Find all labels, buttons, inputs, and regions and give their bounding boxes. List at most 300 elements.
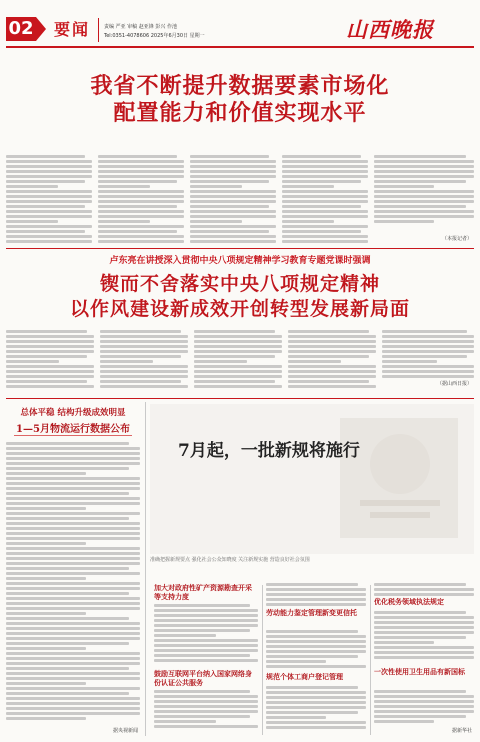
body-text-line [190, 240, 276, 243]
body-text-line [6, 527, 140, 530]
body-text-line [154, 614, 258, 617]
body-text-line [100, 350, 188, 353]
body-text-line [282, 165, 368, 168]
lead-signature: （本报记者） [441, 236, 472, 242]
body-text-line [100, 340, 188, 343]
body-text-line [98, 240, 184, 243]
body-text-line [6, 380, 87, 383]
body-text-line [98, 215, 184, 218]
body-text-line [194, 370, 282, 373]
body-text-line [266, 721, 366, 724]
body-text-line [6, 577, 86, 580]
body-text-line [190, 180, 269, 183]
body-text-line [98, 225, 184, 228]
body-text-line [6, 497, 140, 500]
body-text-line [382, 355, 467, 358]
body-text-line [266, 630, 358, 633]
body-text-line [6, 512, 140, 515]
body-text-line [374, 175, 474, 178]
lead-body-column-5 [374, 155, 474, 223]
body-text-line [154, 705, 258, 708]
body-text-line [266, 650, 366, 653]
body-text-line [98, 200, 184, 203]
illustration-bar-1 [360, 500, 440, 506]
body-text-line [288, 380, 369, 383]
body-text-line [6, 677, 140, 680]
body-text-line [6, 195, 92, 198]
body-text-line [194, 330, 275, 333]
body-text-line [6, 240, 92, 243]
feature-title: 7月起，一批新规将施行 [178, 441, 360, 461]
body-text-line [6, 692, 129, 695]
feature-col3-top-body [374, 583, 474, 596]
body-text-line [154, 700, 258, 703]
body-text-line [6, 582, 140, 585]
body-text-line [374, 616, 474, 619]
body-text-line [6, 707, 140, 710]
body-text-line [266, 635, 366, 638]
body-text-line [6, 712, 140, 715]
left-title-underline [14, 435, 132, 436]
body-text-line [6, 345, 94, 348]
body-text-line [6, 165, 92, 168]
body-text-line [154, 619, 258, 622]
paper-logo: 山西晚报 [346, 17, 434, 42]
body-text-line [6, 612, 86, 615]
body-text-line [6, 487, 140, 490]
body-text-line [374, 165, 474, 168]
feature-divider-2 [370, 585, 371, 735]
body-text-line [100, 375, 188, 378]
body-text-line [154, 659, 258, 662]
body-text-line [6, 235, 92, 238]
feature-intro-body [266, 583, 366, 606]
section-name: 要闻 [54, 20, 91, 39]
lead-body-column-2 [98, 155, 184, 243]
body-text-line [100, 330, 181, 333]
body-text-line [6, 205, 85, 208]
body-text-line [382, 340, 474, 343]
body-text-line [6, 185, 58, 188]
page-number: 02 [6, 17, 36, 41]
body-text-line [374, 646, 474, 649]
lead-headline-line2: 配置能力和价值实现水平 [113, 100, 367, 126]
second-body-column-1 [6, 330, 94, 388]
lead-body-column-1 [6, 155, 92, 243]
feature-item-2-body [266, 630, 366, 668]
feature-item-2: 劳动能力鉴定管理新变更信托 [266, 608, 357, 617]
body-text-line [288, 360, 341, 363]
body-text-line [190, 155, 269, 158]
body-text-line [6, 532, 140, 535]
body-text-line [374, 588, 474, 591]
body-text-line [282, 175, 368, 178]
body-text-line [266, 726, 366, 729]
body-text-line [282, 215, 368, 218]
body-text-line [6, 587, 140, 590]
second-body-column-5 [382, 330, 474, 378]
body-text-line [6, 667, 129, 670]
body-text-line [190, 170, 276, 173]
body-text-line [194, 375, 282, 378]
body-text-line [282, 180, 361, 183]
body-text-line [6, 175, 92, 178]
body-text-line [382, 365, 474, 368]
second-headline-line2: 以作风建设新成效开创转型发展新局面 [69, 298, 410, 320]
section-rule-1 [6, 248, 474, 249]
body-text-line [98, 185, 150, 188]
body-text-line [190, 205, 269, 208]
body-text-line [6, 477, 140, 480]
body-text-line [154, 634, 216, 637]
feature-item-3: 规范个体工商户登记管理 [266, 672, 343, 681]
body-text-line [6, 160, 92, 163]
body-text-line [6, 375, 94, 378]
body-text-line [6, 482, 140, 485]
body-text-line [374, 160, 474, 163]
body-text-line [374, 651, 474, 654]
second-body-column-2 [100, 330, 188, 388]
body-text-line [282, 195, 368, 198]
body-text-line [194, 345, 282, 348]
body-text-line [98, 175, 184, 178]
second-body-column-3 [194, 330, 282, 388]
body-text-line [154, 644, 258, 647]
body-text-line [288, 345, 376, 348]
body-text-line [288, 370, 376, 373]
illustration-circle [370, 434, 430, 494]
left-article-title-line1: 总体平稳 结构升级成效明显 [20, 408, 126, 418]
body-text-line [190, 160, 276, 163]
body-text-line [282, 210, 368, 213]
body-text-line [6, 622, 140, 625]
body-text-line [382, 335, 474, 338]
body-text-line [374, 205, 466, 208]
body-text-line [374, 631, 474, 634]
body-text-line [6, 170, 92, 173]
body-text-line [288, 355, 369, 358]
body-text-line [6, 350, 94, 353]
body-text-line [154, 629, 250, 632]
body-text-line [6, 597, 140, 600]
body-text-line [98, 210, 184, 213]
body-text-line [6, 462, 140, 465]
body-text-line [6, 647, 86, 650]
body-text-line [6, 547, 140, 550]
body-text-line [6, 682, 86, 685]
body-text-line [374, 593, 474, 596]
body-text-line [266, 665, 366, 668]
body-text-line [282, 240, 368, 243]
body-text-line [6, 632, 140, 635]
body-text-line [374, 611, 466, 614]
body-text-line [6, 672, 140, 675]
body-text-line [374, 195, 474, 198]
feature-illustration [150, 404, 474, 554]
body-text-line [282, 225, 368, 228]
section-rule-2 [6, 398, 474, 399]
feature-item-6: 一次性使用卫生用品有新国标 [374, 667, 465, 676]
body-text-line [154, 710, 258, 713]
feature-item-4: 鼓励互联网平台纳入国家网络身份认证公共服务 [154, 669, 252, 687]
body-text-line [288, 335, 376, 338]
body-text-line [6, 567, 129, 570]
body-text-line [100, 365, 188, 368]
body-text-line [6, 607, 140, 610]
body-text-line [190, 175, 276, 178]
body-text-line [6, 507, 86, 510]
body-text-line [374, 220, 434, 223]
body-text-line [6, 472, 86, 475]
body-text-line [282, 230, 361, 233]
body-text-line [282, 185, 334, 188]
body-text-line [154, 639, 258, 642]
body-text-line [6, 522, 140, 525]
body-text-line [6, 627, 140, 630]
body-text-line [194, 355, 275, 358]
body-text-line [6, 642, 129, 645]
body-text-line [266, 716, 326, 719]
body-text-line [6, 562, 140, 565]
body-text-line [6, 617, 129, 620]
body-text-line [194, 340, 282, 343]
feature-lede: 准确把握新规要点 强化社会公众知晓度 关注新规实施 营造良好社会氛围 [150, 557, 310, 563]
body-text-line [374, 636, 466, 639]
body-text-line [6, 355, 87, 358]
feature-divider-1 [262, 585, 263, 735]
body-text-line [190, 200, 276, 203]
body-text-line [154, 649, 258, 652]
body-text-line [98, 170, 184, 173]
date-info: Tel:0351-4078606 2025年6月30日 星期一 [104, 33, 205, 39]
body-text-line [190, 225, 276, 228]
body-text-line [98, 235, 184, 238]
body-text-line [266, 583, 358, 586]
body-text-line [98, 230, 177, 233]
body-text-line [6, 652, 140, 655]
body-text-line [154, 715, 250, 718]
body-text-line [194, 385, 282, 388]
body-text-line [6, 215, 92, 218]
body-text-line [194, 360, 247, 363]
body-text-line [266, 711, 358, 714]
body-text-line [154, 720, 216, 723]
body-text-line [266, 701, 366, 704]
body-text-line [288, 340, 376, 343]
left-article-body [6, 442, 140, 720]
body-text-line [382, 350, 474, 353]
body-text-line [288, 385, 376, 388]
body-text-line [98, 165, 184, 168]
body-text-line [6, 637, 140, 640]
header-rule [6, 46, 474, 48]
body-text-line [6, 190, 92, 193]
body-text-line [6, 517, 129, 520]
body-text-line [6, 330, 87, 333]
body-text-line [382, 370, 474, 373]
body-text-line [190, 220, 242, 223]
body-text-line [100, 360, 153, 363]
lead-body-column-3 [190, 155, 276, 243]
body-text-line [266, 696, 366, 699]
feature-item-6-body [374, 690, 474, 723]
body-text-line [282, 220, 334, 223]
body-text-line [374, 621, 474, 624]
feature-item-1-body [154, 604, 258, 662]
body-text-line [374, 200, 474, 203]
body-text-line [98, 205, 177, 208]
body-text-line [100, 345, 188, 348]
body-text-line [374, 720, 434, 723]
body-text-line [266, 598, 366, 601]
body-text-line [194, 365, 282, 368]
body-text-line [6, 365, 94, 368]
body-text-line [282, 190, 368, 193]
body-text-line [374, 180, 466, 183]
second-headline-line1: 锲而不舍落实中央八项规定精神 [99, 273, 380, 295]
header-divider [98, 18, 99, 42]
body-text-line [288, 350, 376, 353]
feature-illustration-svg [150, 404, 474, 554]
body-text-line [374, 190, 474, 193]
body-text-line [6, 457, 140, 460]
illustration-bar-2 [370, 512, 430, 518]
body-text-line [266, 706, 366, 709]
body-text-line [154, 695, 258, 698]
body-text-line [374, 641, 434, 644]
body-text-line [154, 604, 250, 607]
body-text-line [6, 492, 129, 495]
body-text-line [98, 160, 184, 163]
body-text-line [6, 687, 140, 690]
body-text-line [374, 700, 474, 703]
body-text-line [6, 537, 140, 540]
body-text-line [374, 215, 474, 218]
body-text-line [190, 230, 269, 233]
body-text-line [100, 335, 188, 338]
body-text-line [190, 185, 242, 188]
body-text-line [6, 340, 94, 343]
body-text-line [6, 442, 129, 445]
body-text-line [6, 557, 140, 560]
body-text-line [6, 552, 140, 555]
feature-item-5: 优化税务领域执法规定 [374, 597, 444, 606]
body-text-line [190, 210, 276, 213]
body-text-line [6, 230, 85, 233]
body-text-line [282, 170, 368, 173]
body-text-line [6, 155, 85, 158]
body-text-line [190, 195, 276, 198]
body-text-line [6, 385, 94, 388]
body-text-line [282, 200, 368, 203]
body-text-line [382, 375, 474, 378]
second-body-column-4 [288, 330, 376, 388]
body-text-line [194, 335, 282, 338]
left-signature: 据央视新闻 [112, 728, 138, 734]
body-text-line [382, 360, 437, 363]
body-text-line [6, 200, 92, 203]
feature-item-5-body [374, 611, 474, 659]
body-text-line [266, 593, 366, 596]
body-text-line [100, 370, 188, 373]
body-text-line [6, 452, 140, 455]
lead-headline-line1: 我省不断提升数据要素市场化 [90, 73, 390, 99]
body-text-line [382, 330, 467, 333]
second-signature: （据山西日报） [436, 381, 472, 387]
feature-item-4-body [154, 690, 258, 728]
body-text-line [6, 210, 92, 213]
editor-info: 责编 严亚 审稿 赵亚锋 彭兴 作池 [104, 24, 177, 30]
body-text-line [266, 686, 358, 689]
body-text-line [374, 710, 474, 713]
body-text-line [98, 220, 150, 223]
body-text-line [6, 717, 86, 720]
body-text-line [6, 602, 140, 605]
body-text-line [154, 725, 258, 728]
body-text-line [6, 467, 129, 470]
page-number-arrow [36, 17, 46, 41]
second-kicker: 卢东亮在讲授深入贯彻中央八项规定精神学习教育专题党课时强调 [109, 256, 371, 266]
body-text-line [266, 603, 366, 606]
body-text-line [374, 715, 466, 718]
body-text-line [190, 235, 276, 238]
body-text-line [6, 360, 59, 363]
body-text-line [100, 355, 181, 358]
left-column-divider [145, 402, 146, 736]
body-text-line [374, 626, 474, 629]
body-text-line [6, 702, 140, 705]
body-text-line [266, 588, 366, 591]
body-text-line [282, 235, 368, 238]
feature-item-3-body [266, 686, 366, 729]
body-text-line [282, 205, 361, 208]
body-text-line [266, 660, 326, 663]
body-text-line [6, 220, 58, 223]
body-text-line [154, 609, 258, 612]
body-text-line [282, 160, 368, 163]
body-text-line [100, 380, 181, 383]
body-text-line [98, 155, 177, 158]
body-text-line [6, 447, 140, 450]
body-text-line [190, 215, 276, 218]
body-text-line [6, 592, 129, 595]
body-text-line [6, 572, 140, 575]
body-text-line [382, 345, 474, 348]
feature-signature: 据新华社 [451, 728, 472, 734]
body-text-line [266, 655, 358, 658]
body-text-line [98, 180, 177, 183]
body-text-line [6, 370, 94, 373]
body-text-line [374, 583, 466, 586]
body-text-line [154, 624, 258, 627]
body-text-line [374, 210, 474, 213]
body-text-line [266, 645, 366, 648]
feature-item-1: 加大对政府性矿产资源勘查开采等支持力度 [154, 583, 252, 601]
body-text-line [98, 195, 184, 198]
body-text-line [6, 225, 92, 228]
body-text-line [374, 170, 474, 173]
body-text-line [98, 190, 184, 193]
body-text-line [288, 365, 376, 368]
body-text-line [100, 385, 188, 388]
body-text-line [6, 697, 140, 700]
body-text-line [194, 380, 275, 383]
body-text-line [6, 502, 140, 505]
body-text-line [190, 165, 276, 168]
body-text-line [6, 662, 140, 665]
body-text-line [282, 155, 361, 158]
lead-body-column-4 [282, 155, 368, 243]
